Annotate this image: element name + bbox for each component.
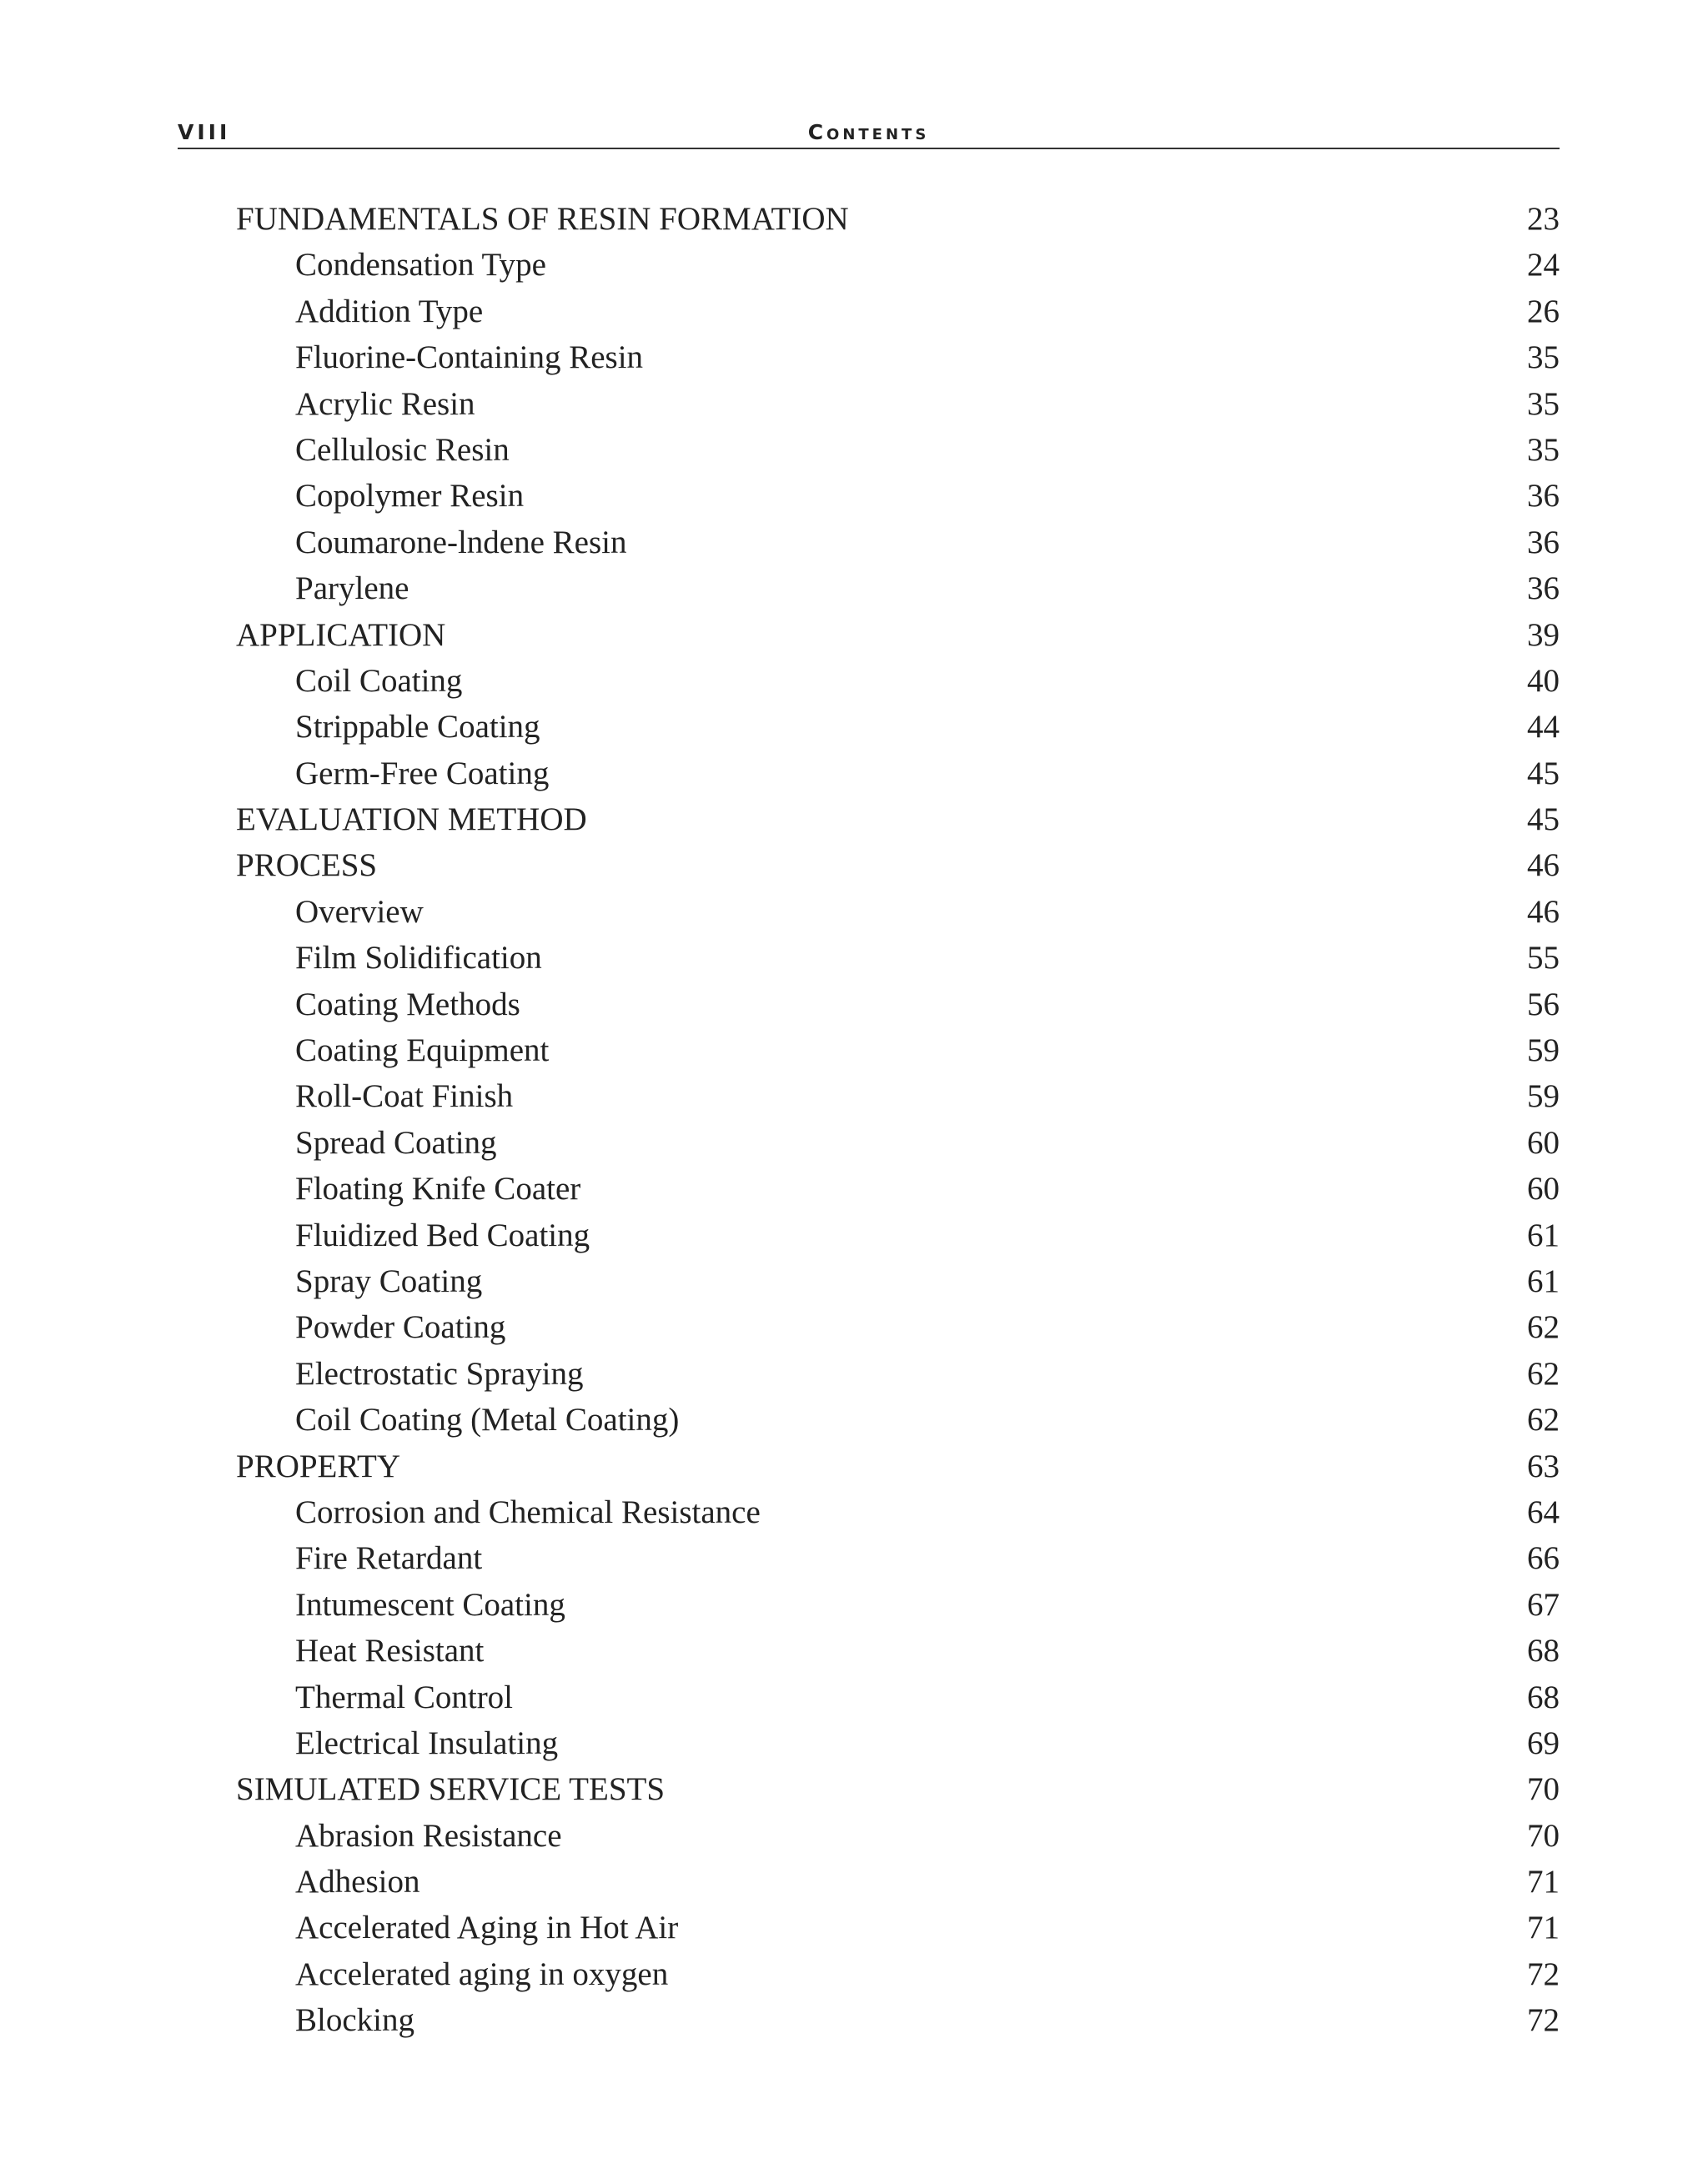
toc-subsection-entry: [236, 751, 1560, 796]
toc-entry-page-number: 36: [1527, 570, 1560, 607]
toc-entry-page-number: 67: [1527, 1586, 1560, 1623]
toc-entry-page-number: 71: [1527, 1864, 1560, 1900]
toc-entry-title: Addition Type: [295, 293, 484, 329]
toc-entry-page-number: 39: [1527, 616, 1560, 653]
toc-entry-title: Coating Equipment: [295, 1032, 550, 1069]
toc-subsection-entry: [236, 242, 1560, 288]
toc-entry-title: Coil Coating: [295, 662, 463, 699]
toc-entry-title: Fire Retardant: [295, 1540, 483, 1577]
toc-entry-page-number: 55: [1527, 940, 1560, 977]
toc-entry-title: Roll-Coat Finish: [295, 1078, 514, 1115]
toc-subsection-entry: [236, 473, 1560, 519]
toc-entry-page-number: 61: [1527, 1217, 1560, 1253]
toc-entry-title: Floating Knife Coater: [295, 1171, 581, 1207]
toc-section-entry: [236, 796, 1560, 842]
toc-entry-title: Copolymer Resin: [295, 478, 525, 515]
toc-entry-title: Coil Coating (Metal Coating): [295, 1402, 680, 1438]
toc-subsection-entry: [236, 334, 1560, 380]
toc-entry-page-number: 46: [1527, 847, 1560, 884]
toc-entry-title: FUNDAMENTALS OF RESIN FORMATION: [236, 201, 849, 237]
toc-entry-title: Thermal Control: [295, 1679, 514, 1715]
toc-entry-page-number: 70: [1527, 1817, 1560, 1854]
running-title: Contents: [807, 120, 930, 144]
page-header: [178, 118, 1560, 149]
toc-entry-title: Parylene: [295, 570, 409, 607]
toc-subsection-entry: [236, 1213, 1560, 1258]
toc-subsection-entry: [236, 935, 1560, 981]
toc-entry-page-number: 35: [1527, 431, 1560, 468]
toc-subsection-entry: [236, 427, 1560, 473]
toc-subsection-entry: [236, 1027, 1560, 1073]
toc-subsection-entry: [236, 1951, 1560, 1997]
toc-entry-page-number: 64: [1527, 1494, 1560, 1530]
toc-entry-page-number: 62: [1527, 1309, 1560, 1346]
toc-entry-page-number: 45: [1527, 801, 1560, 838]
toc-entry-title: PROPERTY: [236, 1448, 401, 1484]
toc-entry-page-number: 44: [1527, 709, 1560, 746]
toc-entry-page-number: 23: [1527, 201, 1560, 237]
toc-entry-page-number: 61: [1527, 1263, 1560, 1299]
toc-entry-page-number: 70: [1527, 1771, 1560, 1808]
toc-subsection-entry: [236, 889, 1560, 935]
toc-section-entry: [236, 196, 1560, 242]
toc-subsection-entry: [236, 1813, 1560, 1859]
toc-entry-title: Electrical Insulating: [295, 1725, 559, 1761]
toc-subsection-entry: [236, 1397, 1560, 1443]
toc-subsection-entry: [236, 520, 1560, 565]
toc-entry-page-number: 68: [1527, 1633, 1560, 1669]
toc-section-entry: [236, 1443, 1560, 1489]
toc-subsection-entry: [236, 704, 1560, 750]
toc-entry-page-number: 59: [1527, 1032, 1560, 1069]
toc-entry-page-number: 46: [1527, 893, 1560, 930]
toc-entry-title: Blocking: [295, 2002, 414, 2039]
toc-entry-page-number: 62: [1527, 1402, 1560, 1438]
toc-entry-page-number: 60: [1527, 1171, 1560, 1207]
toc-entry-page-number: 60: [1527, 1124, 1560, 1161]
toc-section-entry: [236, 1766, 1560, 1812]
toc-entry-page-number: 69: [1527, 1725, 1560, 1761]
toc-entry-title: Overview: [295, 893, 424, 930]
table-of-contents: [236, 196, 1560, 2044]
toc-entry-title: SIMULATED SERVICE TESTS: [236, 1771, 666, 1808]
toc-subsection-entry: [236, 1905, 1560, 1951]
toc-entry-page-number: 35: [1527, 339, 1560, 376]
toc-entry-title: Acrylic Resin: [295, 385, 475, 422]
toc-subsection-entry: [236, 1258, 1560, 1304]
toc-subsection-entry: [236, 1674, 1560, 1720]
toc-subsection-entry: [236, 1628, 1560, 1674]
toc-subsection-entry: [236, 1859, 1560, 1905]
toc-entry-title: Corrosion and Chemical Resistance: [295, 1494, 761, 1530]
toc-subsection-entry: [236, 1720, 1560, 1766]
page-folio: VIII: [178, 120, 231, 144]
toc-entry-page-number: 36: [1527, 478, 1560, 515]
toc-entry-page-number: 56: [1527, 986, 1560, 1022]
toc-subsection-entry: [236, 1489, 1560, 1535]
toc-subsection-entry: [236, 1073, 1560, 1119]
toc-entry-page-number: 45: [1527, 755, 1560, 791]
toc-entry-title: Germ-Free Coating: [295, 755, 550, 791]
toc-entry-title: Condensation Type: [295, 247, 546, 284]
toc-entry-page-number: 72: [1527, 1956, 1560, 1992]
toc-entry-title: APPLICATION: [236, 616, 446, 653]
toc-entry-title: Powder Coating: [295, 1309, 506, 1346]
toc-subsection-entry: [236, 982, 1560, 1027]
toc-entry-page-number: 66: [1527, 1540, 1560, 1577]
toc-entry-page-number: 72: [1527, 2002, 1560, 2039]
toc-subsection-entry: [236, 1582, 1560, 1628]
toc-subsection-entry: [236, 1535, 1560, 1581]
toc-entry-page-number: 59: [1527, 1078, 1560, 1115]
toc-subsection-entry: [236, 381, 1560, 427]
toc-subsection-entry: [236, 1166, 1560, 1212]
toc-entry-title: EVALUATION METHOD: [236, 801, 587, 838]
toc-entry-title: Strippable Coating: [295, 709, 540, 746]
toc-entry-page-number: 26: [1527, 293, 1560, 329]
toc-subsection-entry: [236, 565, 1560, 611]
toc-subsection-entry: [236, 658, 1560, 704]
toc-entry-title: Accelerated aging in oxygen: [295, 1956, 669, 1992]
toc-subsection-entry: [236, 1997, 1560, 2043]
toc-subsection-entry: [236, 289, 1560, 334]
toc-entry-title: Intumescent Coating: [295, 1586, 565, 1623]
toc-entry-page-number: 36: [1527, 524, 1560, 560]
toc-entry-page-number: 68: [1527, 1679, 1560, 1715]
toc-subsection-entry: [236, 1304, 1560, 1350]
toc-entry-title: Spread Coating: [295, 1124, 497, 1161]
toc-entry-title: Accelerated Aging in Hot Air: [295, 1910, 679, 1946]
toc-entry-title: Adhesion: [295, 1864, 420, 1900]
toc-entry-title: Coumarone-lndene Resin: [295, 524, 627, 560]
toc-entry-title: Coating Methods: [295, 986, 520, 1022]
toc-entry-title: Heat Resistant: [295, 1633, 485, 1669]
toc-entry-title: Cellulosic Resin: [295, 431, 510, 468]
toc-entry-title: Film Solidification: [295, 940, 542, 977]
toc-entry-page-number: 71: [1527, 1910, 1560, 1946]
toc-section-entry: [236, 842, 1560, 888]
toc-entry-page-number: 35: [1527, 385, 1560, 422]
toc-entry-title: Spray Coating: [295, 1263, 483, 1299]
toc-entry-title: Fluidized Bed Coating: [295, 1217, 590, 1253]
toc-subsection-entry: [236, 1351, 1560, 1397]
toc-entry-page-number: 62: [1527, 1355, 1560, 1392]
toc-entry-page-number: 24: [1527, 247, 1560, 284]
toc-subsection-entry: [236, 1120, 1560, 1166]
toc-entry-title: Fluorine-Containing Resin: [295, 339, 644, 376]
toc-entry-page-number: 40: [1527, 662, 1560, 699]
toc-entry-page-number: 63: [1527, 1448, 1560, 1484]
toc-entry-title: PROCESS: [236, 847, 378, 884]
toc-section-entry: [236, 612, 1560, 658]
toc-entry-title: Electrostatic Spraying: [295, 1355, 584, 1392]
toc-entry-title: Abrasion Resistance: [295, 1817, 562, 1854]
